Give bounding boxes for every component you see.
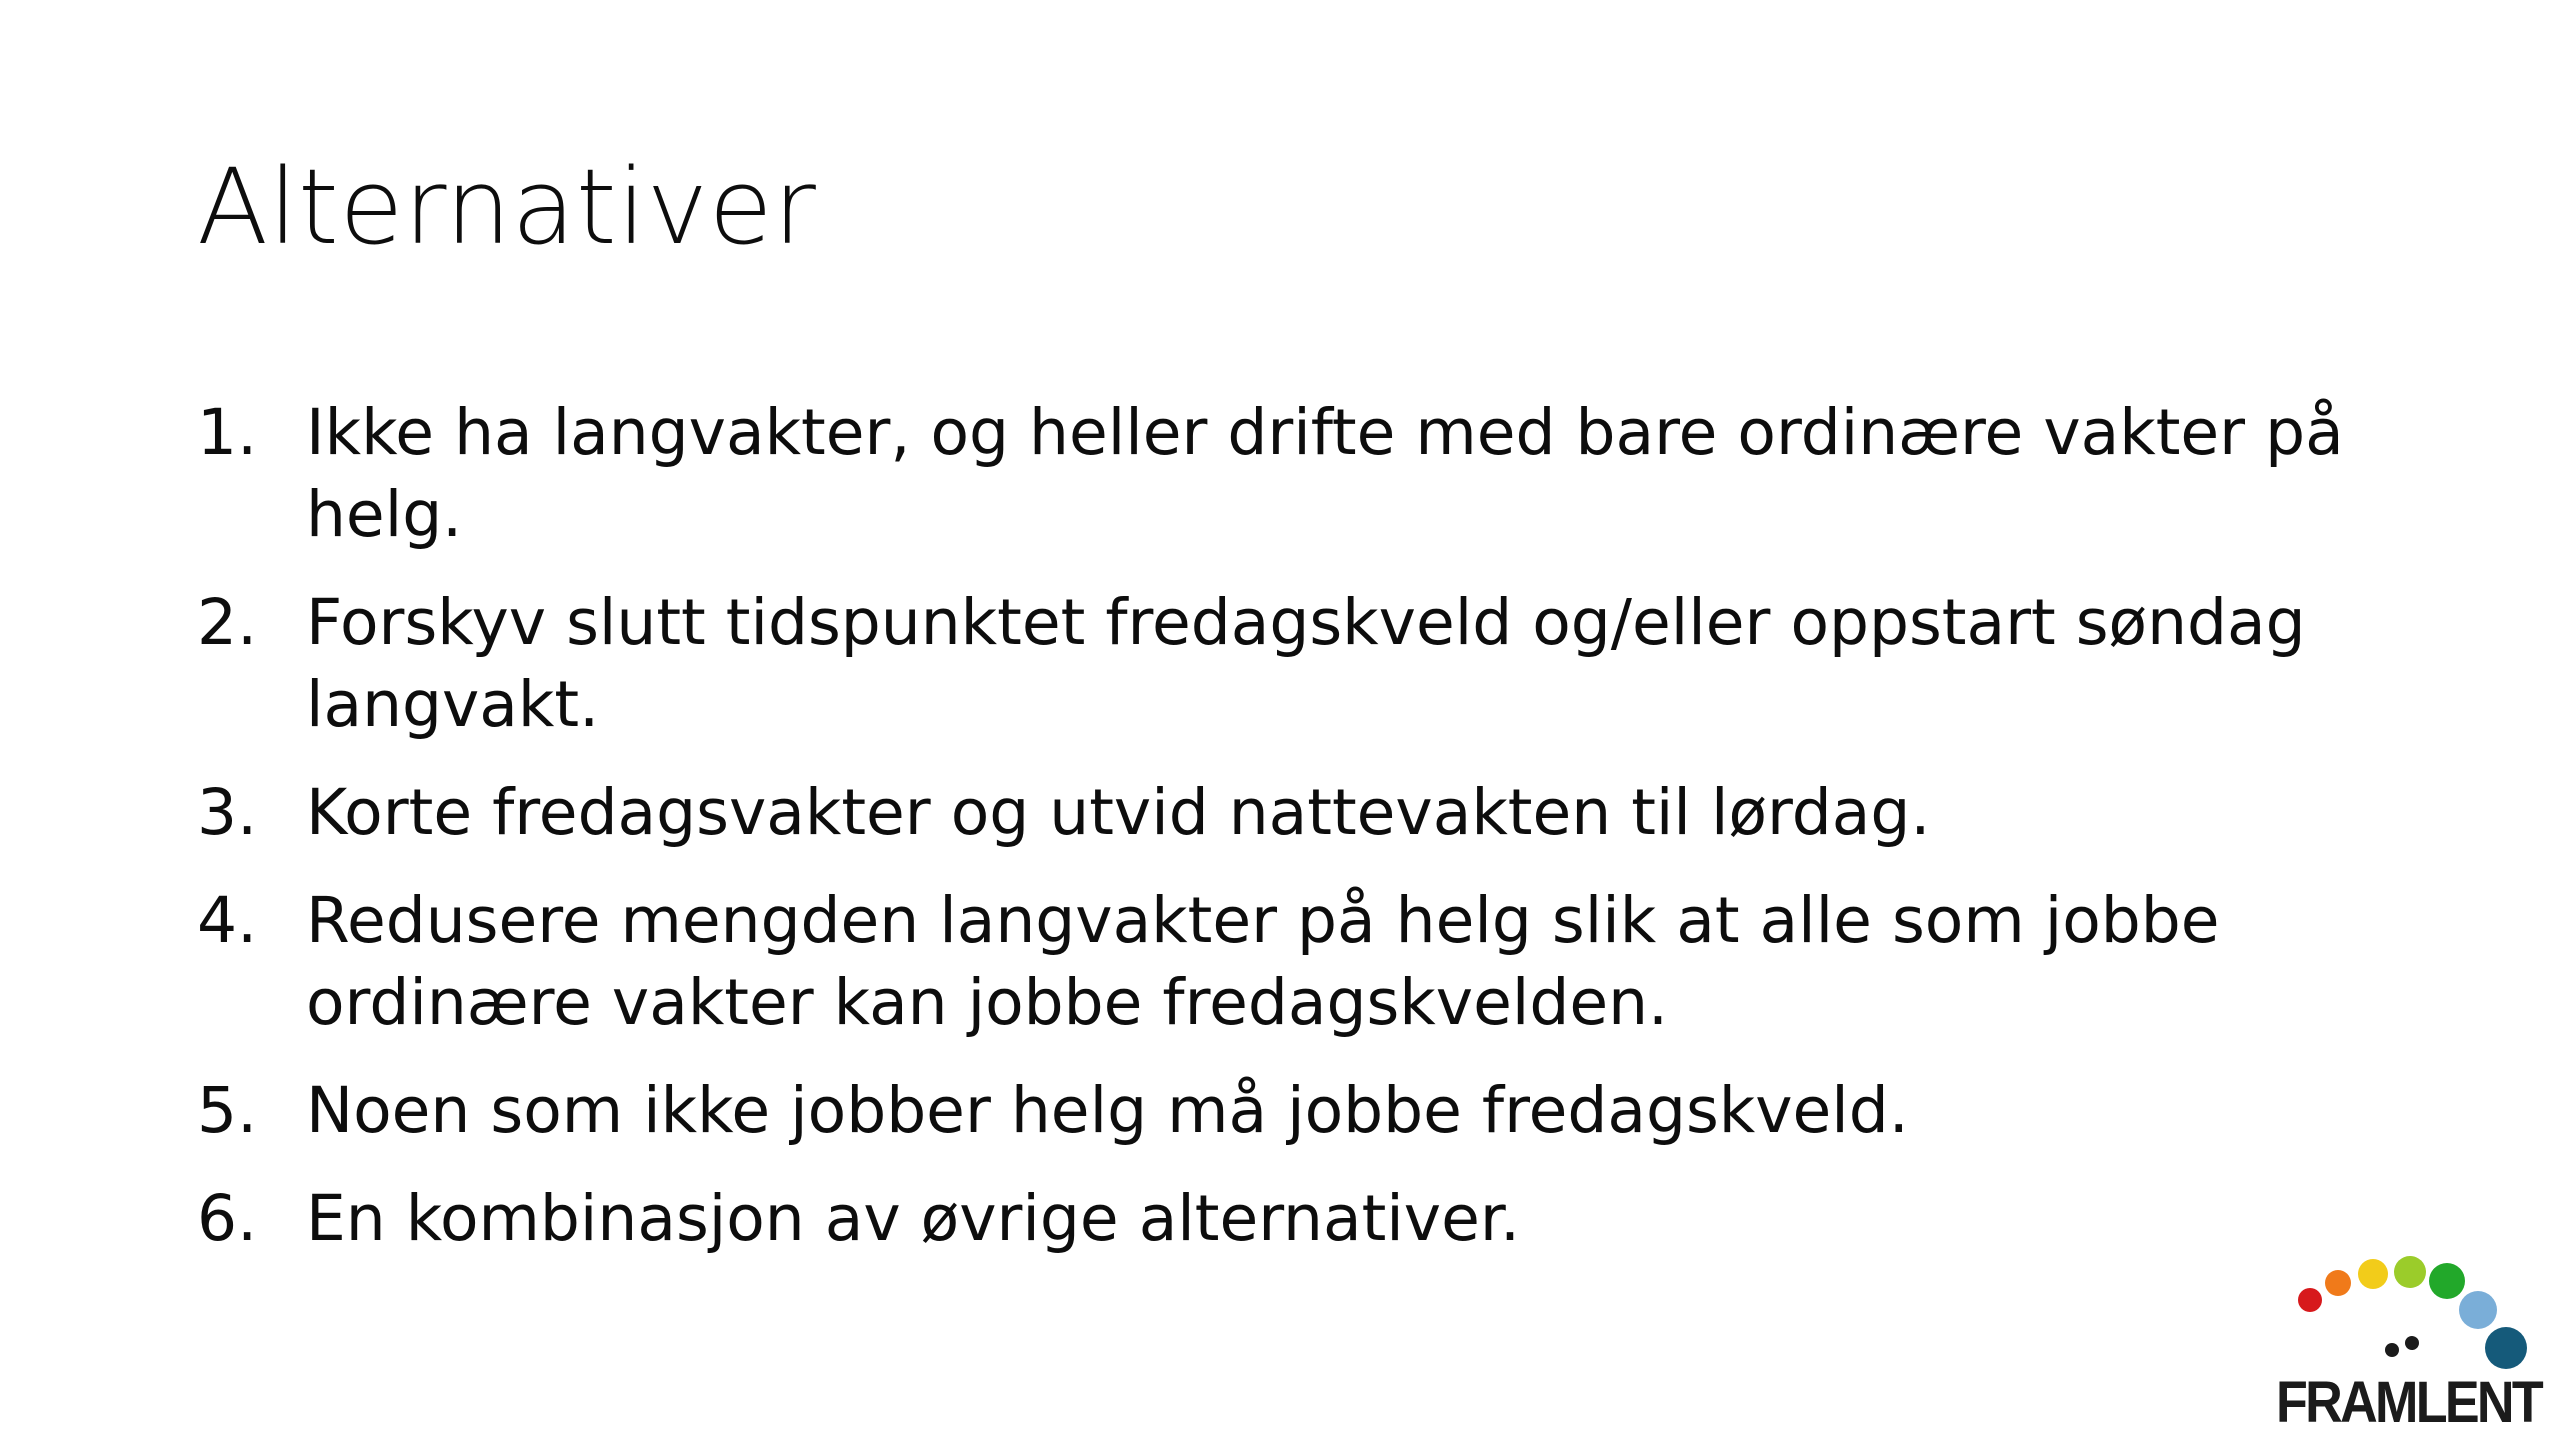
list-item-text: Redusere mengden langvakter på helg slik at alle som jobbe ordinære vakter kan jobbe fredagskvelden. [306,884,2220,1039]
list-item-text: Korte fredagsvakter og utvid nattevakten til lørdag. [306,776,1931,849]
logo-dot-darkblue [2485,1327,2527,1369]
logo-figure-head-left [2385,1343,2399,1357]
list-item [197,392,2347,556]
list-item-number: 4. [197,884,258,957]
list-item-text: En kombinasjon av øvrige alternativer. [306,1182,1520,1255]
list-item [197,880,2347,1044]
slide-title: Alternativer [197,146,817,268]
logo-dot-lime [2394,1256,2426,1288]
list-item-number: 6. [197,1182,258,1255]
list-item-text: Forskyv slutt tidspunktet fredagskveld og/eller oppstart søndag langvakt. [306,586,2306,741]
logo-dot-green [2429,1263,2465,1299]
list-item [197,582,2347,746]
framlent-logo-graphic [2268,1250,2548,1440]
framlent-logo [2268,1250,2548,1440]
list-item-number: 3. [197,776,258,849]
list-item-number: 1. [197,396,258,469]
list-item [197,1178,2347,1260]
list-item [197,1070,2347,1152]
logo-figure-head-right [2405,1336,2419,1350]
logo-wordmark: FRAMLENT [2276,1370,2544,1435]
list-item-number: 5. [197,1074,258,1147]
list-item-text: Noen som ikke jobber helg må jobbe fredagskveld. [306,1074,1909,1147]
list-item-number: 2. [197,586,258,659]
logo-dot-lightblue [2459,1291,2497,1329]
alternatives-list [197,392,2347,1286]
logo-dot-red [2298,1288,2322,1312]
list-item-text: Ikke ha langvakter, og heller drifte med bare ordinære vakter på helg. [306,396,2344,551]
logo-dot-orange [2325,1270,2351,1296]
logo-dot-yellow [2358,1259,2388,1289]
list-item [197,772,2347,854]
